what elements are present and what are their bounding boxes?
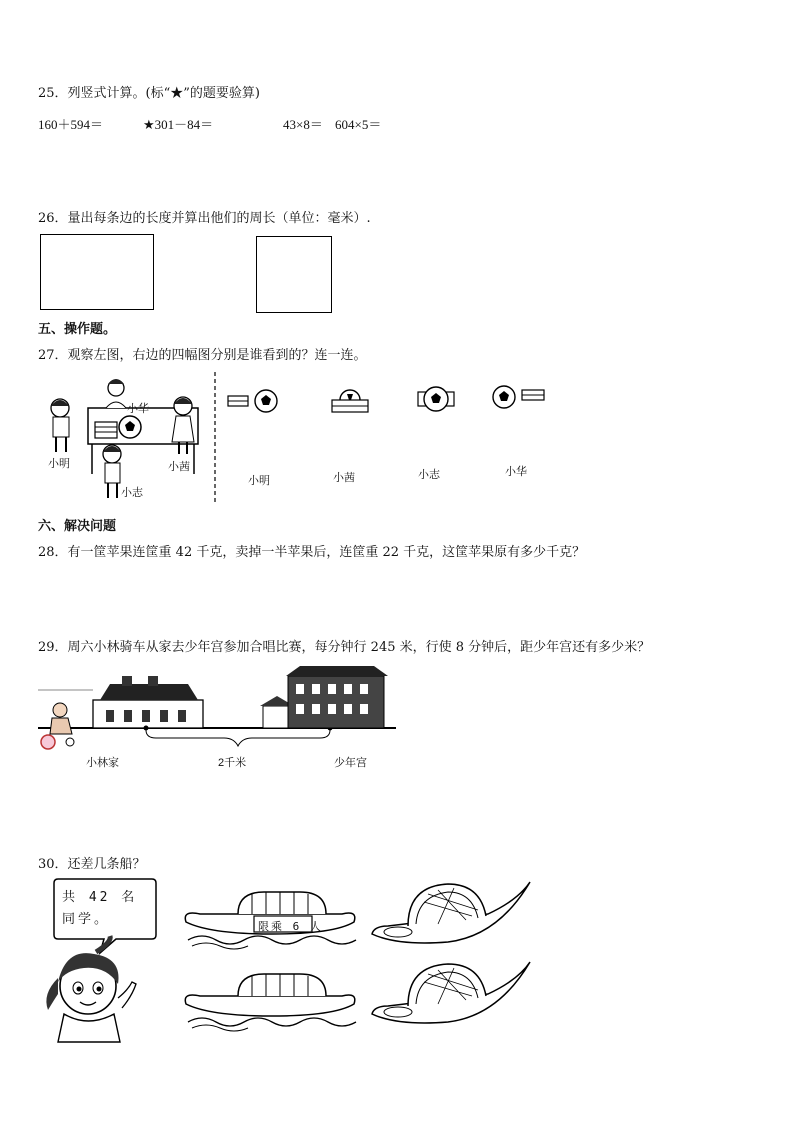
girl-illustration xyxy=(36,938,146,1042)
scene-label-xiaozhi: 小志 xyxy=(121,486,143,499)
view-box-front-ball-behind xyxy=(330,386,370,414)
expression-2: ★301－84＝ xyxy=(143,117,214,132)
view-ball-front-box-behind xyxy=(416,384,456,414)
view-label-xiaoming: 小明 xyxy=(248,474,270,487)
expression-1: 160＋594＝ xyxy=(38,117,104,132)
expression-4: 604×5＝ xyxy=(335,117,382,132)
view-box-left-ball-right xyxy=(226,388,280,414)
boat-sign-label: 限乘 6 人 xyxy=(258,920,323,933)
q27-title: 27．观察左图，右边的四幅图分别是谁看到的？连一连。 xyxy=(38,348,367,363)
q28-title: 28．有一筐苹果连筐重 42 千克，卖掉一半苹果后，连筐重 22 千克，这筐苹果原有多少千克？ xyxy=(38,545,586,560)
boat-bottom xyxy=(182,968,362,1036)
q29-title: 29．周六小林骑车从家去少年宫参加合唱比赛，每分钟行 245 米，行使 8 分钟后，距少年宫还有多少米？ xyxy=(38,640,651,655)
view-label-xiaozhi: 小志 xyxy=(418,468,440,481)
q29-route-illustration xyxy=(38,662,398,754)
sampan-top xyxy=(368,876,534,956)
bubble-line-2: 同学。 xyxy=(62,912,111,927)
view-ball-left-box-right xyxy=(492,384,548,410)
scene-label-xiaohua: 小华 xyxy=(127,402,149,415)
q26-title: 26．量出每条边的长度并算出他们的周长（单位：毫米）. xyxy=(38,211,371,226)
rectangle-shape xyxy=(40,234,154,310)
scene-label-xiaoqian: 小茜 xyxy=(168,460,190,473)
q30-title: 30．还差几条船？ xyxy=(38,857,146,872)
sampan-bottom xyxy=(368,956,534,1036)
scene-label-xiaoming: 小明 xyxy=(48,457,70,470)
view-label-xiaoqian: 小茜 xyxy=(333,471,355,484)
label-home: 小林家 xyxy=(86,757,119,769)
square-shape xyxy=(256,236,332,313)
label-distance: 2千米 xyxy=(218,757,247,769)
label-palace: 少年宫 xyxy=(334,757,367,769)
dashed-divider xyxy=(213,372,217,502)
section-6-heading: 六、解决问题 xyxy=(38,519,117,534)
view-label-xiaohua: 小华 xyxy=(505,465,527,478)
q25-title: 25．列竖式计算。(标“★”的题要验算) xyxy=(38,86,260,101)
section-5-heading: 五、操作题。 xyxy=(38,322,117,337)
bubble-line-1: 共 42 名 xyxy=(62,890,138,905)
expression-3: 43×8＝ xyxy=(283,117,323,132)
boat-top xyxy=(182,882,362,950)
